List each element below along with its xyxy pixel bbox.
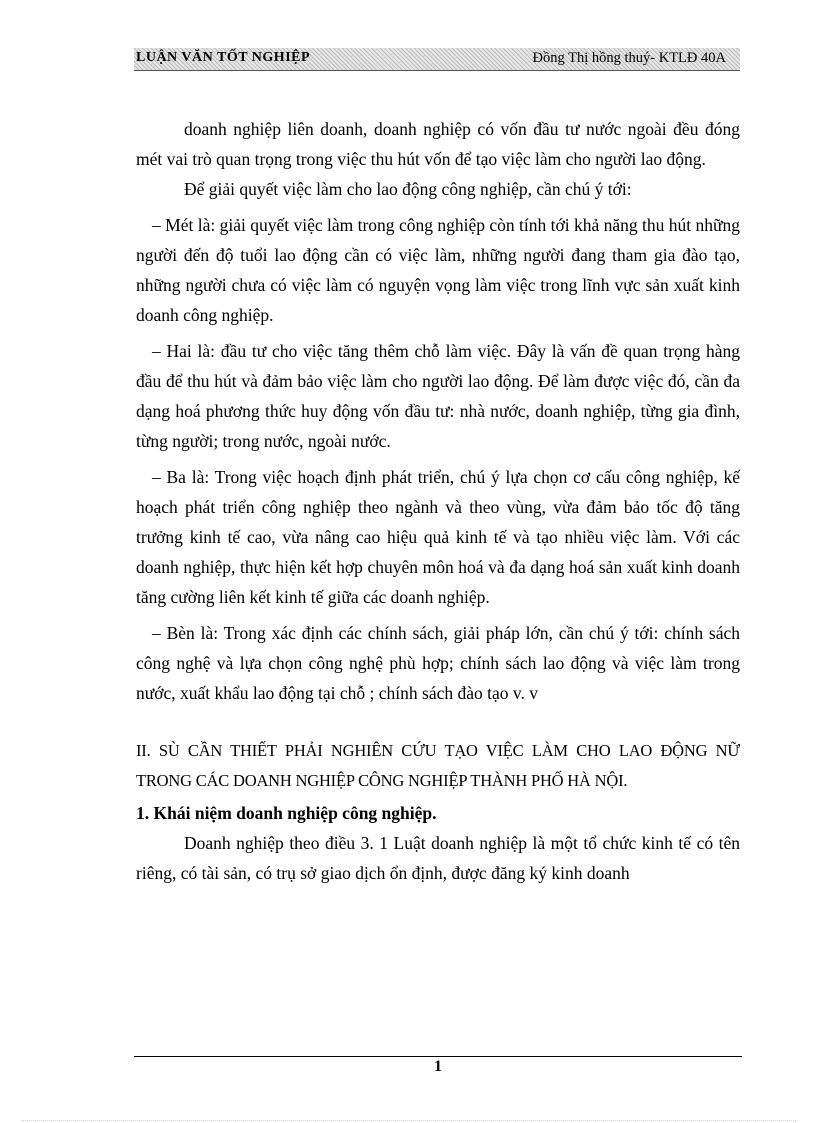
bullet-item-four: – Bèn là: Trong xác định các chính sách, giải pháp lớn, cần chú ý tới: chính sách công nghệ và lựa chọn công nghệ phù hợp; chính sách lao động và việc làm trong nước, xuất khẩu lao động tại chỗ ; chính sách đào tạo v. v [136, 623, 740, 703]
header-thesis-title: LUẬN VĂN TỐT NGHIỆP [136, 50, 311, 65]
bullet-item-three: – Ba là: Trong việc hoạch định phát triển, chú ý lựa chọn cơ cấu công nghiệp, kế hoạch phát triển công nghiệp theo ngành và theo vùng, vừa đảm bảo tốc độ tăng trưởng kinh tế cao, vừa nâng cao hiệu quả kinh tế và tạo nhiều việc làm. Với các doanh nghiệp, thực hiện kết hợp chuyên môn hoá và đa dạng hoá sản xuất kinh doanh tăng cường liên kết kinh tế giữa các doanh nghiệp. [136, 467, 740, 607]
page-number: 1 [434, 1058, 442, 1075]
paragraph-intro: doanh nghiệp liên doanh, doanh nghiệp có vốn đầu tư nước ngoài đều đóng mét vai trò quan trọng trong việc thu hút vốn để tạo việc làm cho người lao động. [136, 119, 740, 169]
bullet-item-one: – Mét là: giải quyết việc làm trong công nghiệp còn tính tới khả năng thu hút những người đến độ tuổi lao động cần có việc làm, những người đang tham gia đào tạo, những người chưa có việc làm có nguyện vọng làm việc trong lĩnh vực sản xuất kinh doanh công nghiệp. [136, 215, 740, 325]
header-author: Đồng Thị hồng thuý- KTLĐ 40A [532, 50, 726, 66]
page-header [134, 48, 740, 71]
footer-rule [134, 1056, 742, 1057]
body-text [136, 114, 740, 888]
section-heading: II. SÙ CẦN THIẾT PHẢI NGHIÊN CỨU TẠO VIỆC LÀM CHO LAO ĐỘNG NỮ TRONG CÁC DOANH NGHIỆP CÔNG NGHIỆP THÀNH PHỐ HÀ NỘI. [136, 741, 740, 790]
bullet-item-two: – Hai là: đầu tư cho việc tăng thêm chỗ làm việc. Đây là vấn đề quan trọng hàng đầu để thu hút và đảm bảo việc làm cho người lao động. Để làm được việc đó, cần đa dạng hoá phương thức huy động vốn đầu tư: nhà nước, doanh nghiệp, từng gia đình, từng người; trong nước, ngoài nước. [136, 341, 740, 451]
paragraph-lead: Để giải quyết việc làm cho lao động công nghiệp, cần chú ý tới: [184, 179, 632, 199]
paragraph-definition: Doanh nghiệp theo điều 3. 1 Luật doanh nghiệp là một tổ chức kinh tế có tên riêng, có tài sản, có trụ sở giao dịch ổn định, được đăng ký kinh doanh [136, 833, 740, 883]
subsection-heading: 1. Khái niệm doanh nghiệp công nghiệp. [136, 803, 437, 823]
page-bottom-border [22, 1120, 796, 1121]
